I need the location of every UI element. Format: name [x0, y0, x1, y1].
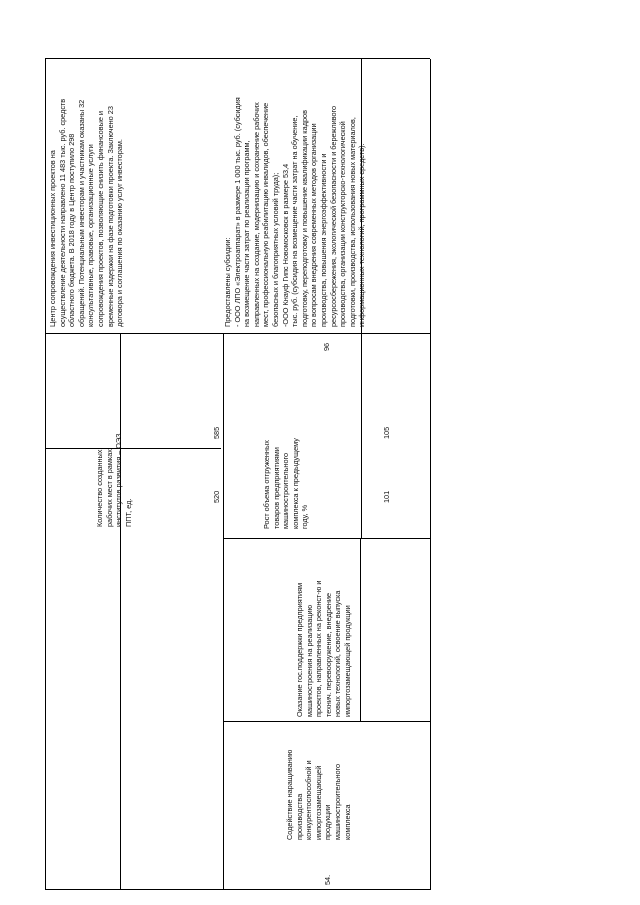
result-line-12: производства, организации конструкторско-технологической: [338, 121, 348, 327]
indicator-line-0: Рост объема отгруженных: [262, 440, 271, 529]
prev-result-line-7: договора и соглашения по оказанию услуг инвесторам.: [115, 139, 125, 327]
goal-line-3: импортозамещающей: [313, 765, 323, 840]
prev-plan-fact-row: [45, 448, 221, 449]
goal-line-1: производства: [294, 793, 304, 840]
plan-fact-separator: [223, 539, 224, 635]
prev-fact-value: 585: [212, 426, 221, 439]
result-line-8: подготовку, переподготовку и повышение квалификации кадров: [299, 110, 309, 327]
prev-result-line-0: Центр сопровождения инвестиционных проектов на: [48, 150, 57, 327]
prev-result-line-6: временные издержки на фазе подготовки проекта. Заключено 23: [105, 106, 115, 327]
measure-line-3: технич. перевооружение, внедрение: [323, 592, 333, 717]
col-separator-indicator: [360, 539, 361, 722]
goal-line-2: конкурентоспособной и: [304, 760, 314, 840]
prev-indicator-line-0: Количество созданных: [95, 449, 104, 527]
table-border-left: [45, 889, 430, 890]
prev-result-line-5: сопровождения проектов, позволяющие снизить финансовые и: [96, 111, 105, 327]
result-line-6: -ООО Кнауф Гипс Новомосковск в размере 53,4: [280, 163, 290, 327]
col-separator-number: [120, 334, 121, 890]
indicator-line-4: году, %: [300, 504, 310, 529]
measure-line-1: машиностроения на реализацию: [304, 604, 314, 717]
row-number: 54.: [323, 874, 332, 885]
prev-indicator-line-1: рабочих мест в рамках: [104, 449, 114, 527]
prev-result-line-1: осуществление деятельности направлено 11 483 тыс. руб. средств: [57, 98, 67, 327]
indicator-line-3: комплекса к предыдущему: [290, 438, 300, 529]
result-line-14: информационных технологий, программных средств).: [357, 143, 367, 327]
prev-result-line-4: консультативные, правовые, организационные услуги: [86, 144, 96, 327]
goal-line-0: Содействие наращиванию: [285, 749, 294, 840]
result-line-3: направленных на создание, модернизацию и сохранение рабочих: [251, 102, 261, 327]
prev-plan-value: 520: [212, 490, 221, 503]
result-line-7: тыс. руб. (субсидия на возмещение части затрат на обучение,: [290, 115, 300, 327]
prev-result-line-2: областного бюджета. В 2018 году в Центр поступило 298: [67, 133, 77, 327]
result-line-13: подготовки, производства, использования новых материалов,: [347, 117, 357, 327]
percent-value: 96: [322, 342, 331, 351]
goal-line-4: продукции: [323, 804, 333, 840]
fact-value: 105: [382, 426, 391, 439]
result-line-1: - ООО ЛПО «Электроаппарат» в размере 1 000 тыс. руб. (субсидия: [232, 97, 242, 327]
prev-indicator-line-2: институтов развития – ОЭЗ: [114, 433, 124, 527]
goal-line-6: комплекса: [342, 804, 352, 840]
table-border-top: [45, 59, 46, 890]
plan-value: 101: [382, 490, 391, 503]
measure-line-2: проектов, направленных на реконст-ю и: [314, 580, 324, 717]
result-line-4: мест, профессиональную реабилитацию инвалидов, обеспечение: [261, 102, 271, 327]
indicator-line-1: товаров предприятиями: [271, 447, 281, 529]
prev-result-line-3: обращений. Потенциальным инвесторам и участникам оказаны 32: [76, 99, 86, 327]
goal-line-5: машиностроительного: [333, 763, 342, 840]
result-line-11: ресурсосбережения, экологической безопасности и бережливого: [328, 105, 338, 327]
indicator-line-2: машиностроительного: [281, 452, 291, 529]
result-line-10: производства, повышения энергоэффективности и: [319, 153, 328, 327]
measure-line-4: новых технологий, освоение выпуска: [333, 590, 343, 717]
prev-indicator-line-3: ППТ, ед.: [123, 498, 133, 527]
table-border-right: [45, 58, 430, 59]
subcol-separator-bottom: [223, 721, 430, 722]
subcol-separator-top: [223, 538, 430, 539]
measure-line-5: импортозамещающей продукции: [343, 605, 352, 717]
result-line-9: по вопросам внедрения современных методов организации: [309, 123, 319, 327]
result-line-5: безопасных и благоприятных условий труда);: [271, 172, 280, 327]
row-separator: [45, 333, 430, 334]
result-line-0: Предоставлены субсидии:: [223, 237, 232, 327]
table-border-bottom: [430, 59, 431, 890]
result-line-2: на возмещение части затрат по реализации программ,: [242, 140, 252, 327]
measure-line-0: Оказание гос.поддержки предприятиям: [295, 582, 304, 717]
